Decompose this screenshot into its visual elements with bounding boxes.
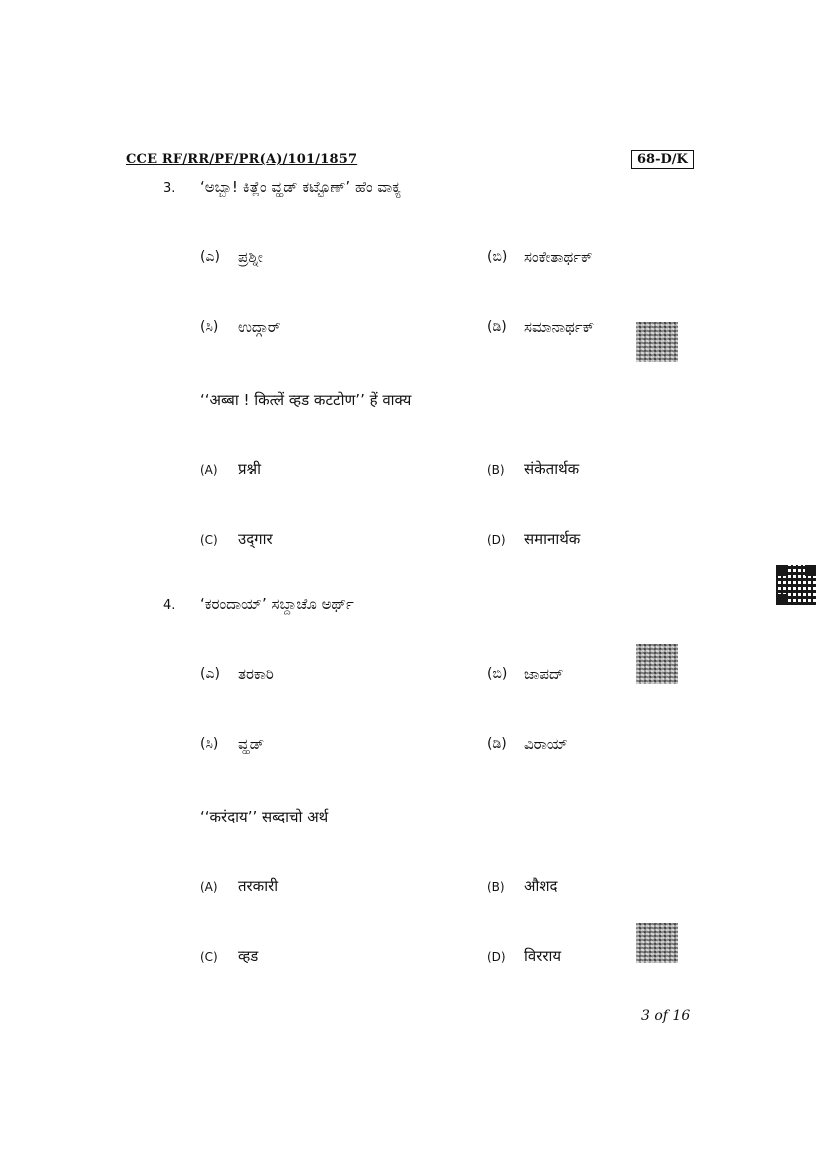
q4-kn-option-a-label: (ಎ) bbox=[200, 666, 220, 682]
scan-noise-patch bbox=[636, 644, 678, 684]
q4-kn-option-d-text: ವಿರಾಯ್ bbox=[524, 735, 568, 753]
q3-dv-option-a-label: (A) bbox=[200, 463, 218, 477]
q3-kn-option-a-text: ಪ್ರಶ್ನೀ bbox=[238, 248, 263, 266]
q3-kn-option-d-label: (ಡಿ) bbox=[487, 319, 507, 335]
q3-dv-option-d-label: (D) bbox=[487, 533, 506, 547]
qr-code-icon bbox=[776, 565, 816, 605]
question-3-text-devanagari: ‘‘अब्बा ! कित्लें व्हड कटटोण’’ हें वाक्य bbox=[200, 391, 412, 409]
q4-dv-option-b-label: (B) bbox=[487, 880, 505, 894]
q4-kn-option-b-label: (ಬಿ) bbox=[487, 666, 508, 682]
q3-kn-option-c-label: (ಸಿ) bbox=[200, 319, 219, 335]
q4-kn-option-a-text: ತರಕಾರಿ bbox=[238, 665, 274, 683]
q4-dv-option-c-label: (C) bbox=[200, 950, 218, 964]
q3-dv-option-c-label: (C) bbox=[200, 533, 218, 547]
q3-kn-option-b-text: ಸಂಕೇತಾರ್ಥಕ್ bbox=[524, 248, 593, 266]
q3-dv-option-a-text: प्रश्नी bbox=[238, 460, 262, 478]
q3-kn-option-d-text: ಸಮಾನಾರ್ಥಕ್ bbox=[524, 318, 595, 336]
exam-code: CCE RF/RR/PF/PR(A)/101/1857 bbox=[126, 152, 358, 167]
q3-dv-option-b-label: (B) bbox=[487, 463, 505, 477]
q4-dv-option-d-label: (D) bbox=[487, 950, 506, 964]
question-3-number: 3. bbox=[163, 181, 176, 196]
q3-dv-option-c-text: उद्‌गार bbox=[238, 530, 273, 548]
q4-kn-option-c-text: ವ್ಹಡ್ bbox=[238, 735, 265, 753]
q4-kn-option-d-label: (ಡಿ) bbox=[487, 736, 507, 752]
page-number: 3 of 16 bbox=[641, 1008, 691, 1024]
q4-kn-option-b-text: ಜಾಪದ್ bbox=[524, 665, 564, 683]
paper-code-box: 68-D/K bbox=[631, 150, 694, 169]
q3-kn-option-a-label: (ಎ) bbox=[200, 249, 220, 265]
question-4-text-devanagari: ‘‘करंदाय’’ सब्दाचो अर्थ bbox=[200, 808, 329, 826]
question-4-number: 4. bbox=[163, 598, 176, 613]
q4-dv-option-c-text: व्हड bbox=[238, 947, 259, 965]
q4-kn-option-c-label: (ಸಿ) bbox=[200, 736, 219, 752]
q3-dv-option-b-text: संकेतार्थक bbox=[524, 460, 580, 478]
q3-kn-option-b-label: (ಬಿ) bbox=[487, 249, 508, 265]
q4-dv-option-d-text: विरराय bbox=[524, 947, 562, 965]
q4-dv-option-a-text: तरकारी bbox=[238, 877, 279, 895]
q4-dv-option-b-text: औशद bbox=[524, 877, 558, 895]
question-3-text-kannada: ‘ಅಬ್ಬಾ! ಕಿತ್ಲೆಂ ವ್ಹಡ್ ಕಟ್ಟೊಣ್’ ಹೆಂ ವಾಕ್ಯ bbox=[200, 178, 402, 196]
q3-kn-option-c-text: ಉದ್ಗಾರ್ bbox=[238, 318, 281, 336]
q3-dv-option-d-text: समानार्थक bbox=[524, 530, 581, 548]
q4-dv-option-a-label: (A) bbox=[200, 880, 218, 894]
scan-noise-patch bbox=[636, 322, 678, 362]
scan-noise-patch bbox=[636, 923, 678, 963]
question-4-text-kannada: ‘ಕರಂದಾಯ್’ ಸಬ್ದಾಚೊ ಅರ್ಥ್ bbox=[200, 595, 354, 613]
